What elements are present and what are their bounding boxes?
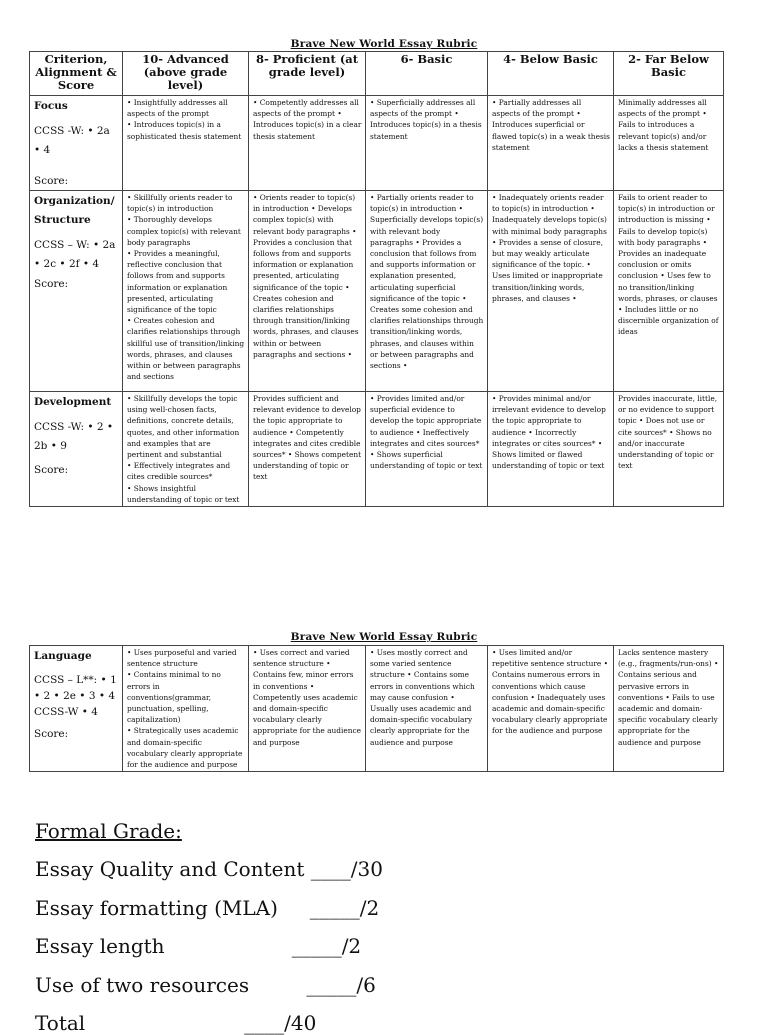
descriptor-basic: • Superficially addresses all aspects of the prompt • Introduces topic(s) in a thesis statement: [366, 96, 488, 191]
descriptor-proficient: • Uses correct and varied sentence structure • Contains few, minor errors in conventions • Competently uses academic and domain-specific vocabulary clearly appropriate for the audience and purpose: [249, 646, 366, 772]
descriptor-proficient: • Competently addresses all aspects of the prompt • Introduces topic(s) in a clear thesis statement: [249, 96, 366, 191]
descriptor-below-basic: • Partially addresses all aspects of the prompt • Introduces superficial or flawed topic(s) in a weak thesis statement: [488, 96, 614, 191]
criterion-name: Organization/ Structure: [34, 195, 115, 226]
grade-line-formatting: Essay formatting (MLA) _____/2: [35, 896, 380, 920]
score-label: Score:: [34, 278, 69, 290]
descriptor-far-below-basic: Minimally addresses all aspects of the prompt • Fails to introduces a relevant topic(s) and/or lacks a thesis statement: [614, 96, 724, 191]
formal-grade-title: Formal Grade:: [35, 819, 182, 843]
descriptor-proficient: • Orients reader to topic(s) in introduction • Develops complex topic(s) with relevant body paragraphs • Provides a conclusion that follows from and supports information or explanation presented, articulating significance of the topic • Creates cohesion and clarifies relationships through transition/linking words, phrases, and clauses within or between paragraphs and sections •: [249, 191, 366, 392]
descriptor-advanced: • Skillfully orients reader to topic(s) in introduction • Thoroughly develops complex topic(s) with relevant body paragraphs • Provides a meaningful, reflective conclusion that follows from and supports information or explanation presented, articulating significance of the topic • Creates cohesion and clarifies relationships through skillful use of transition/linking words, phrases, and clauses within or between paragraphs and sections: [123, 191, 249, 392]
rubric-row-focus: [30, 96, 724, 191]
score-label: Score:: [34, 464, 69, 476]
descriptor-advanced: • Insightfully addresses all aspects of the prompt • Introduces topic(s) in a sophisticated thesis statement: [123, 96, 249, 191]
rubric-row-language: [30, 646, 724, 772]
descriptor-proficient: Provides sufficient and relevant evidence to develop the topic appropriate to audience • Competently integrates and cites credible sources* • Shows competent understanding of topic or text: [249, 392, 366, 507]
header-criterion: Criterion, Alignment & Score: [30, 52, 123, 96]
rubric-header-row: [30, 52, 724, 96]
header-basic: 6- Basic: [366, 52, 488, 96]
header-advanced: 10- Advanced (above grade level): [123, 52, 249, 96]
criterion-standards: CCSS -W: • 2a • 4: [34, 125, 110, 156]
grade-line-total: Total ____/40: [35, 1011, 317, 1035]
descriptor-far-below-basic: Fails to orient reader to topic(s) in introduction or introduction is missing • Fails to develop topic(s) with body paragraphs • Provides an inadequate conclusion or omits conclusion • Uses few to no transition/linking words, phrases, or clauses • Includes little or no discernible organization of ideas: [614, 191, 724, 392]
criterion-standards: CCSS – W: • 2a • 2c • 2f • 4: [34, 239, 116, 270]
descriptor-far-below-basic: Provides inaccurate, little, or no evidence to support topic • Does not use or cite sources* • Shows no and/or inaccurate understanding of topic or text: [614, 392, 724, 507]
descriptor-advanced: • Skillfully develops the topic using well-chosen facts, definitions, concrete details, quotes, and other information and examples that are pertinent and substantial • Effectively integrates and cites credible sources* • Shows insightful understanding of topic or text: [123, 392, 249, 507]
criterion-name: Language: [34, 650, 92, 662]
criterion-cell: [30, 646, 123, 772]
descriptor-below-basic: • Provides minimal and/or irrelevant evidence to develop the topic appropriate to audience • Incorrectly integrates or cites sources* • Shows limited or flawed understanding of topic or text: [488, 392, 614, 507]
criterion-name: Focus: [34, 100, 68, 112]
header-proficient: 8- Proficient (at grade level): [249, 52, 366, 96]
criterion-standards: CCSS -W: • 2 • 2b • 9: [34, 421, 114, 452]
criterion-cell: [30, 96, 123, 191]
criterion-name: Development: [34, 396, 112, 408]
rubric-title-2: Brave New World Essay Rubric: [290, 631, 478, 643]
descriptor-below-basic: • Inadequately orients reader to topic(s) in introduction • Inadequately develops topic(s) with minimal body paragraphs • Provides a sense of closure, but may weakly articulate significance of the topic. • Uses limited or inappropriate transition/linking words, phrases, and clauses •: [488, 191, 614, 392]
score-label: Score:: [34, 175, 69, 187]
rubric-row-organization: [30, 191, 724, 392]
descriptor-advanced: • Uses purposeful and varied sentence structure • Contains minimal to no errors in conventions(grammar, punctuation, spelling, capitalization) • Strategically uses academic and domain-specific vocabulary clearly appropriate for the audience and purpose: [123, 646, 249, 772]
descriptor-basic: • Partially orients reader to topic(s) in introduction • Superficially develops topic(s) with relevant body paragraphs • Provides a conclusion that follows from and supports information or explanation presented, articulating superficial significance of the topic • Creates some cohesion and clarifies relationships through transition/linking words, phrases, and clauses within or between paragraphs and sections •: [366, 191, 488, 392]
grade-line-quality: Essay Quality and Content ____/30: [35, 857, 383, 881]
header-far-below-basic: 2- Far Below Basic: [614, 52, 724, 96]
rubric-row-development: [30, 392, 724, 507]
criterion-standards: CCSS – L**: • 1 • 2 • 2e • 3 • 4 CCSS-W • 4: [34, 674, 117, 718]
rubric-title: Brave New World Essay Rubric: [290, 38, 478, 50]
descriptor-basic: • Provides limited and/or superficial evidence to develop the topic appropriate to audience • Ineffectively integrates and cites sources* • Shows superficial understanding of topic or text: [366, 392, 488, 507]
rubric-table: [29, 51, 724, 507]
header-below-basic: 4- Below Basic: [488, 52, 614, 96]
grade-line-resources: Use of two resources _____/6: [35, 973, 376, 997]
criterion-cell: [30, 392, 123, 507]
descriptor-below-basic: • Uses limited and/or repetitive sentence structure • Contains numerous errors in conventions which cause confusion • Inadequately uses academic and domain-specific vocabulary clearly appropriate for the audience and purpose: [488, 646, 614, 772]
descriptor-far-below-basic: Lacks sentence mastery (e.g., fragments/run-ons) • Contains serious and pervasive errors in conventions • Fails to use academic and domain-specific vocabulary clearly appropriate for the audience and purpose: [614, 646, 724, 772]
grade-line-length: Essay length _____/2: [35, 934, 362, 958]
criterion-cell: [30, 191, 123, 392]
score-label: Score:: [34, 728, 69, 740]
descriptor-basic: • Uses mostly correct and some varied sentence structure • Contains some errors in conventions which may cause confusion • Usually uses academic and domain-specific vocabulary clearly appropriate for the audience and purpose: [366, 646, 488, 772]
rubric-table-2: [29, 645, 724, 772]
